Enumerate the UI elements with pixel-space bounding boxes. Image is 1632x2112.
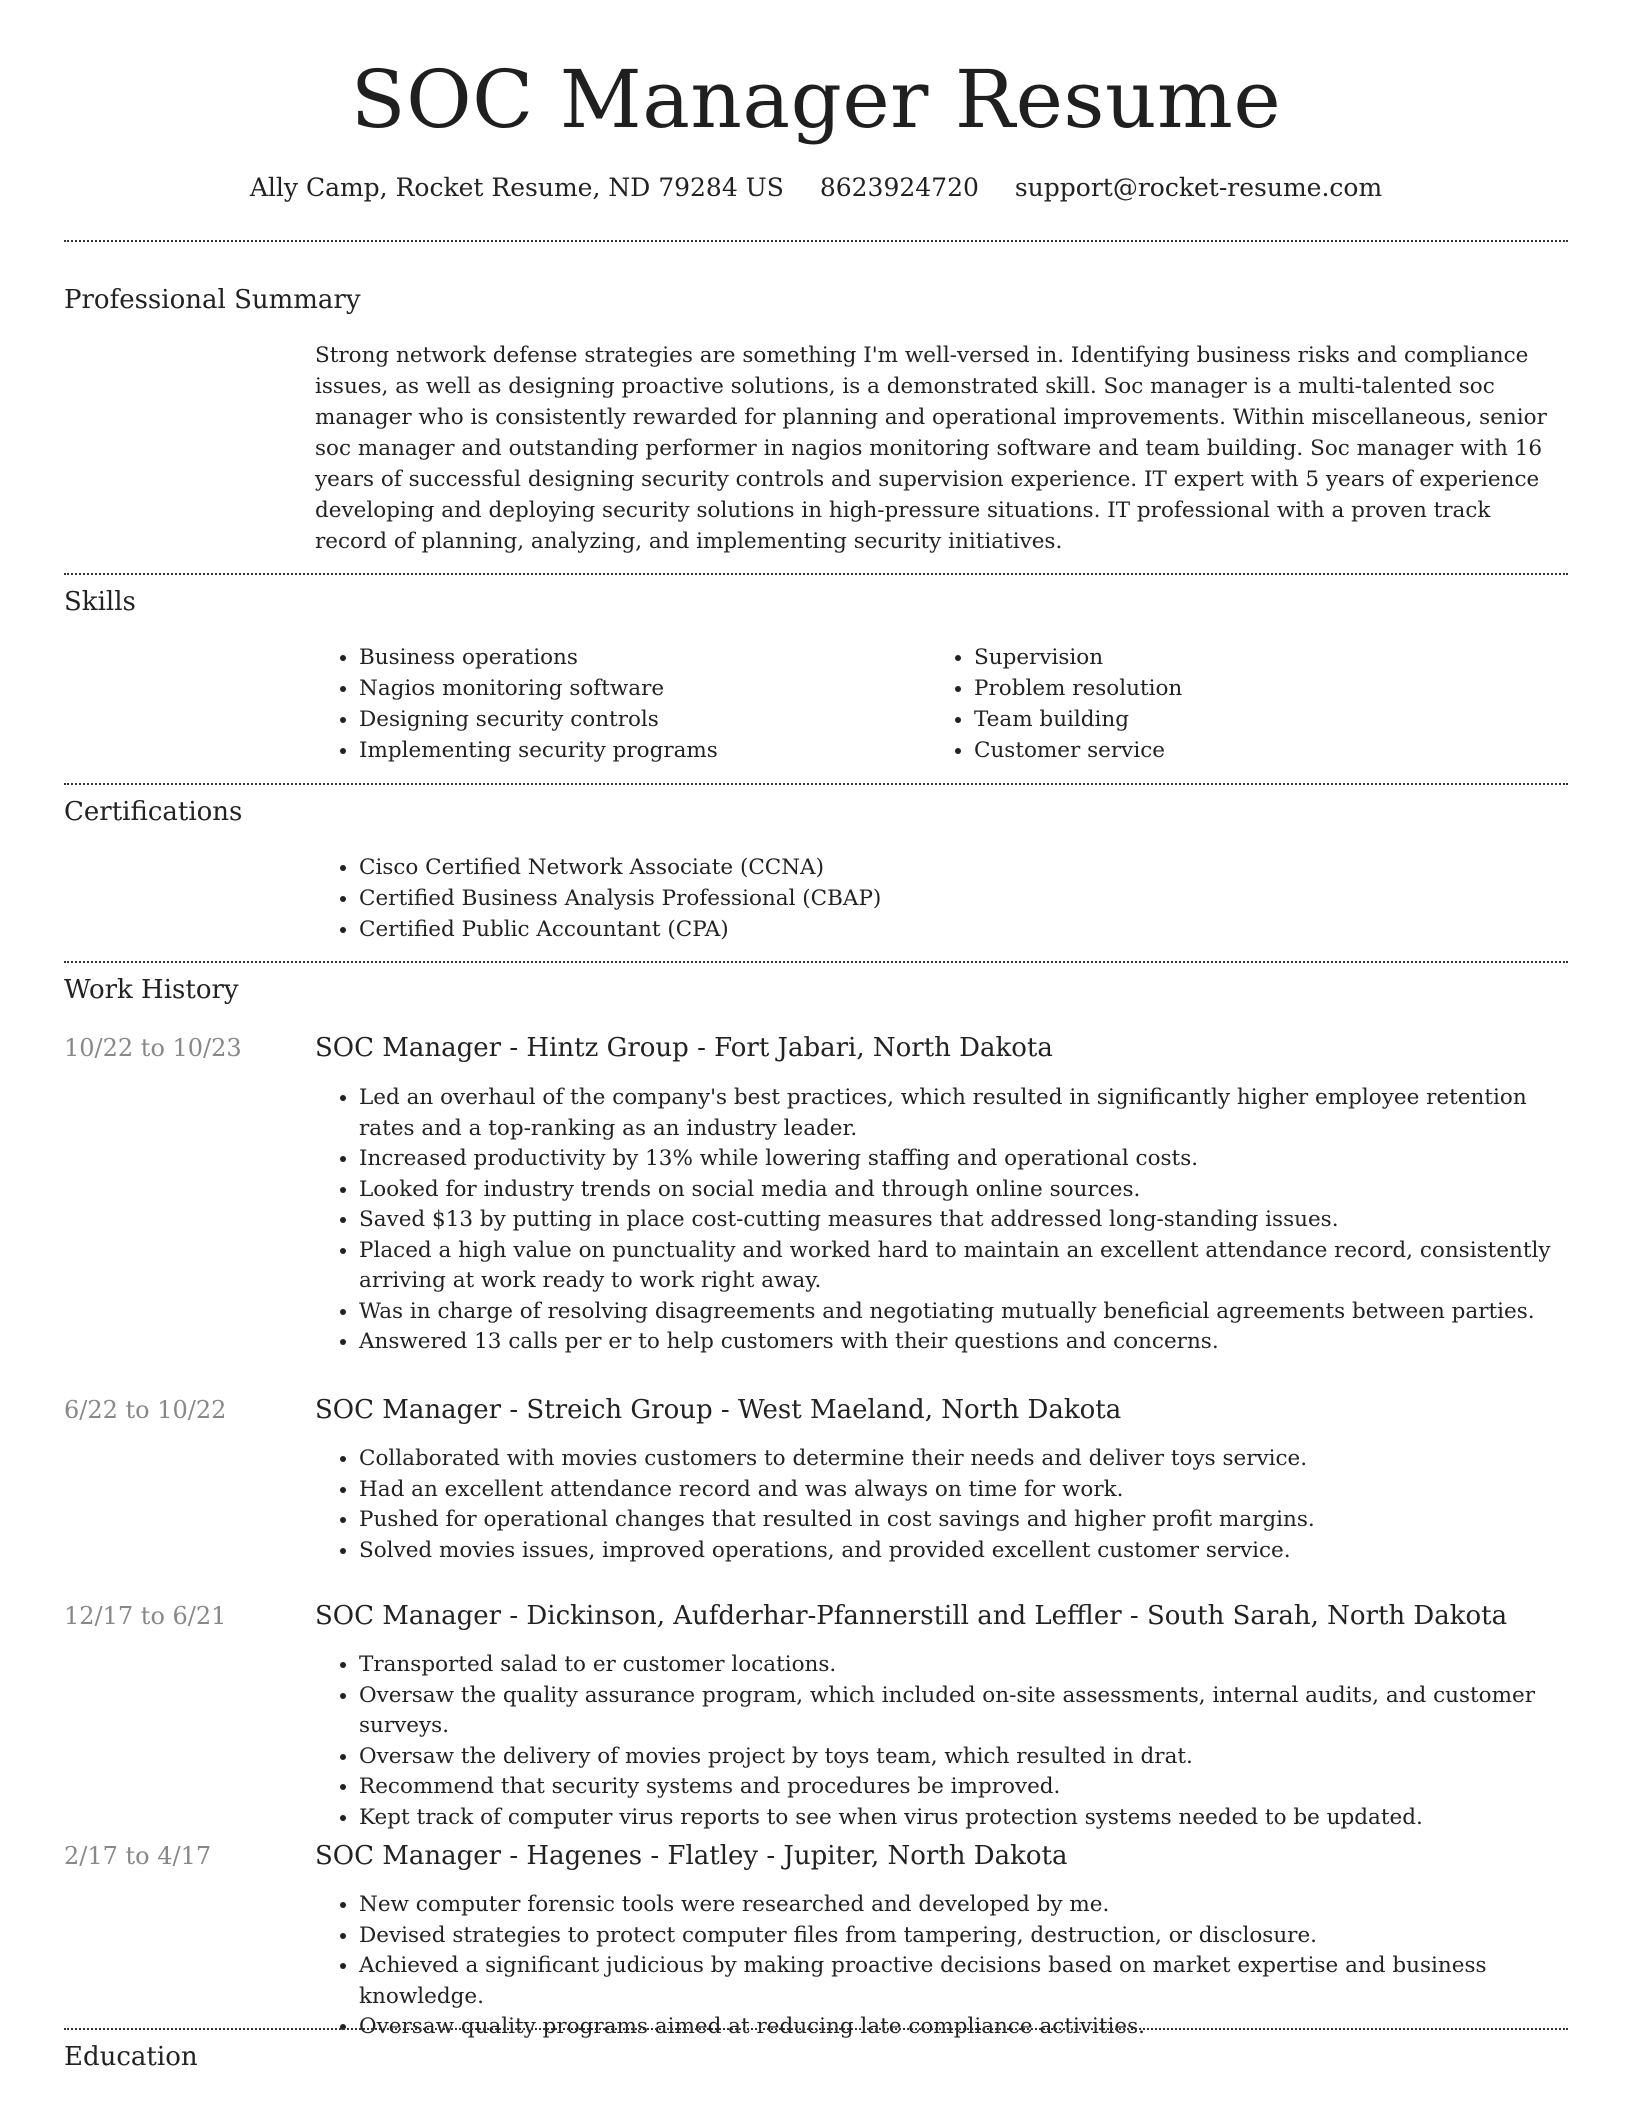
summary-text: Strong network defense strategies are something I'm well-versed in. Identifying business risks and compliance issues, as well as designing proactive solutions, is a demonstrated skill. Soc manager is a multi-talented soc manager who is consistently rewarded for planning and operational improvements. Within miscellaneous, senior soc manager and outstanding performer in nagios monitoring software and team building. Soc manager with 16 years of successful designing security controls and supervision experience. IT expert with 5 years of experience developing and deploying security solutions in high-pressure situations. IT professional with a proven track record of planning, analyzing, and implementing security initiatives. [315,343,1547,554]
job-title: SOC Manager - Hintz Group - Fort Jabari, North Dakota [315,1033,1053,1063]
skills-heading: Skills [64,587,136,617]
job-bullet: • New computer forensic tools were researched and developed by me. [359,1890,1565,1921]
job-bullet: • Collaborated with movies customers to determine their needs and deliver toys service. [359,1444,1565,1475]
job-title: SOC Manager - Dickinson, Aufderhar-Pfannerstill and Leffler - South Sarah, North Dakota [315,1601,1508,1631]
job-bullet: • Saved $13 by putting in place cost-cutting measures that addressed long-standing issues. [359,1205,1565,1236]
job-bullet: • Led an overhaul of the company's best practices, which resulted in significantly higher employee retention rates and a top-ranking as an industry leader. [359,1083,1565,1144]
job-bullet: • Was in charge of resolving disagreements and negotiating mutually beneficial agreements between parties. [359,1297,1565,1328]
divider [64,783,1568,785]
job-bullet: • Had an excellent attendance record and was always on time for work. [359,1475,1565,1506]
certifications-heading: Certifications [64,797,243,827]
job-bullet: • Answered 13 calls per er to help customers with their questions and concerns. [359,1327,1565,1358]
job-bullet: • Achieved a significant judicious by making proactive decisions based on market expertise and business knowledge. [359,1951,1565,2012]
certification-item: • Certified Public Accountant (CPA) [359,914,1565,945]
divider [64,961,1568,963]
job-bullet: • Oversaw the quality assurance program, which included on-site assessments, internal audits, and customer surveys. [359,1681,1565,1742]
job-bullet: • Recommend that security systems and procedures be improved. [359,1772,1565,1803]
skill-item: • Problem resolution [974,673,1530,704]
skill-item: • Implementing security programs [359,735,915,766]
contact-phone: 8623924720 [819,173,979,202]
job-bullets [315,1444,1565,1566]
divider [64,573,1568,575]
skills-column-right [930,642,1530,766]
contact-email: support@rocket-resume.com [1014,173,1383,202]
skill-item: • Designing security controls [359,704,915,735]
job-bullets [315,1083,1565,1358]
summary-heading: Professional Summary [64,285,361,315]
work-history-heading: Work History [64,975,239,1005]
divider [64,2028,1568,2030]
job-dates: 6/22 to 10/22 [64,1396,227,1424]
job-dates: 12/17 to 6/21 [64,1602,227,1630]
job-bullet: • Oversaw quality programs aimed at reducing late compliance activities. [359,2012,1565,2043]
page-title: SOC Manager Resume [350,53,1282,146]
skill-item: • Customer service [974,735,1530,766]
skills-section [315,642,1565,772]
job-bullet: • Solved movies issues, improved operations, and provided excellent customer service. [359,1536,1565,1567]
job-bullet: • Transported salad to er customer locations. [359,1650,1565,1681]
job-title: SOC Manager - Hagenes - Flatley - Jupiter, North Dakota [315,1841,1068,1871]
job-bullet: • Looked for industry trends on social media and through online sources. [359,1175,1565,1206]
divider [64,240,1568,242]
contact-line [64,170,1568,206]
job-bullets [315,1890,1565,2043]
job-bullet: • Pushed for operational changes that resulted in cost savings and higher profit margins. [359,1505,1565,1536]
job-bullet: • Placed a high value on punctuality and worked hard to maintain an excellent attendance record, consistently arriving at work ready to work right away. [359,1236,1565,1297]
job-dates: 2/17 to 4/17 [64,1842,212,1870]
skills-column-left [315,642,915,766]
skill-item: • Team building [974,704,1530,735]
job-bullet: • Kept track of computer virus reports to see when virus protection systems needed to be updated. [359,1803,1565,1834]
job-bullets [315,1650,1565,1833]
skill-item: • Supervision [974,642,1530,673]
certification-item: • Cisco Certified Network Associate (CCNA) [359,852,1565,883]
education-heading: Education [64,2042,198,2072]
summary-section [315,340,1565,557]
contact-address: Ally Camp, Rocket Resume, ND 79284 US [249,173,784,202]
job-bullet: • Increased productivity by 13% while lowering staffing and operational costs. [359,1144,1565,1175]
job-bullet: • Devised strategies to protect computer files from tampering, destruction, or disclosure. [359,1921,1565,1952]
certification-item: • Certified Business Analysis Professional (CBAP) [359,883,1565,914]
skill-item: • Nagios monitoring software [359,673,915,704]
skill-item: • Business operations [359,642,915,673]
certifications-section [315,852,1565,945]
job-dates: 10/22 to 10/23 [64,1034,242,1062]
job-bullet: • Oversaw the delivery of movies project by toys team, which resulted in drat. [359,1742,1565,1773]
job-title: SOC Manager - Streich Group - West Maeland, North Dakota [315,1395,1122,1425]
